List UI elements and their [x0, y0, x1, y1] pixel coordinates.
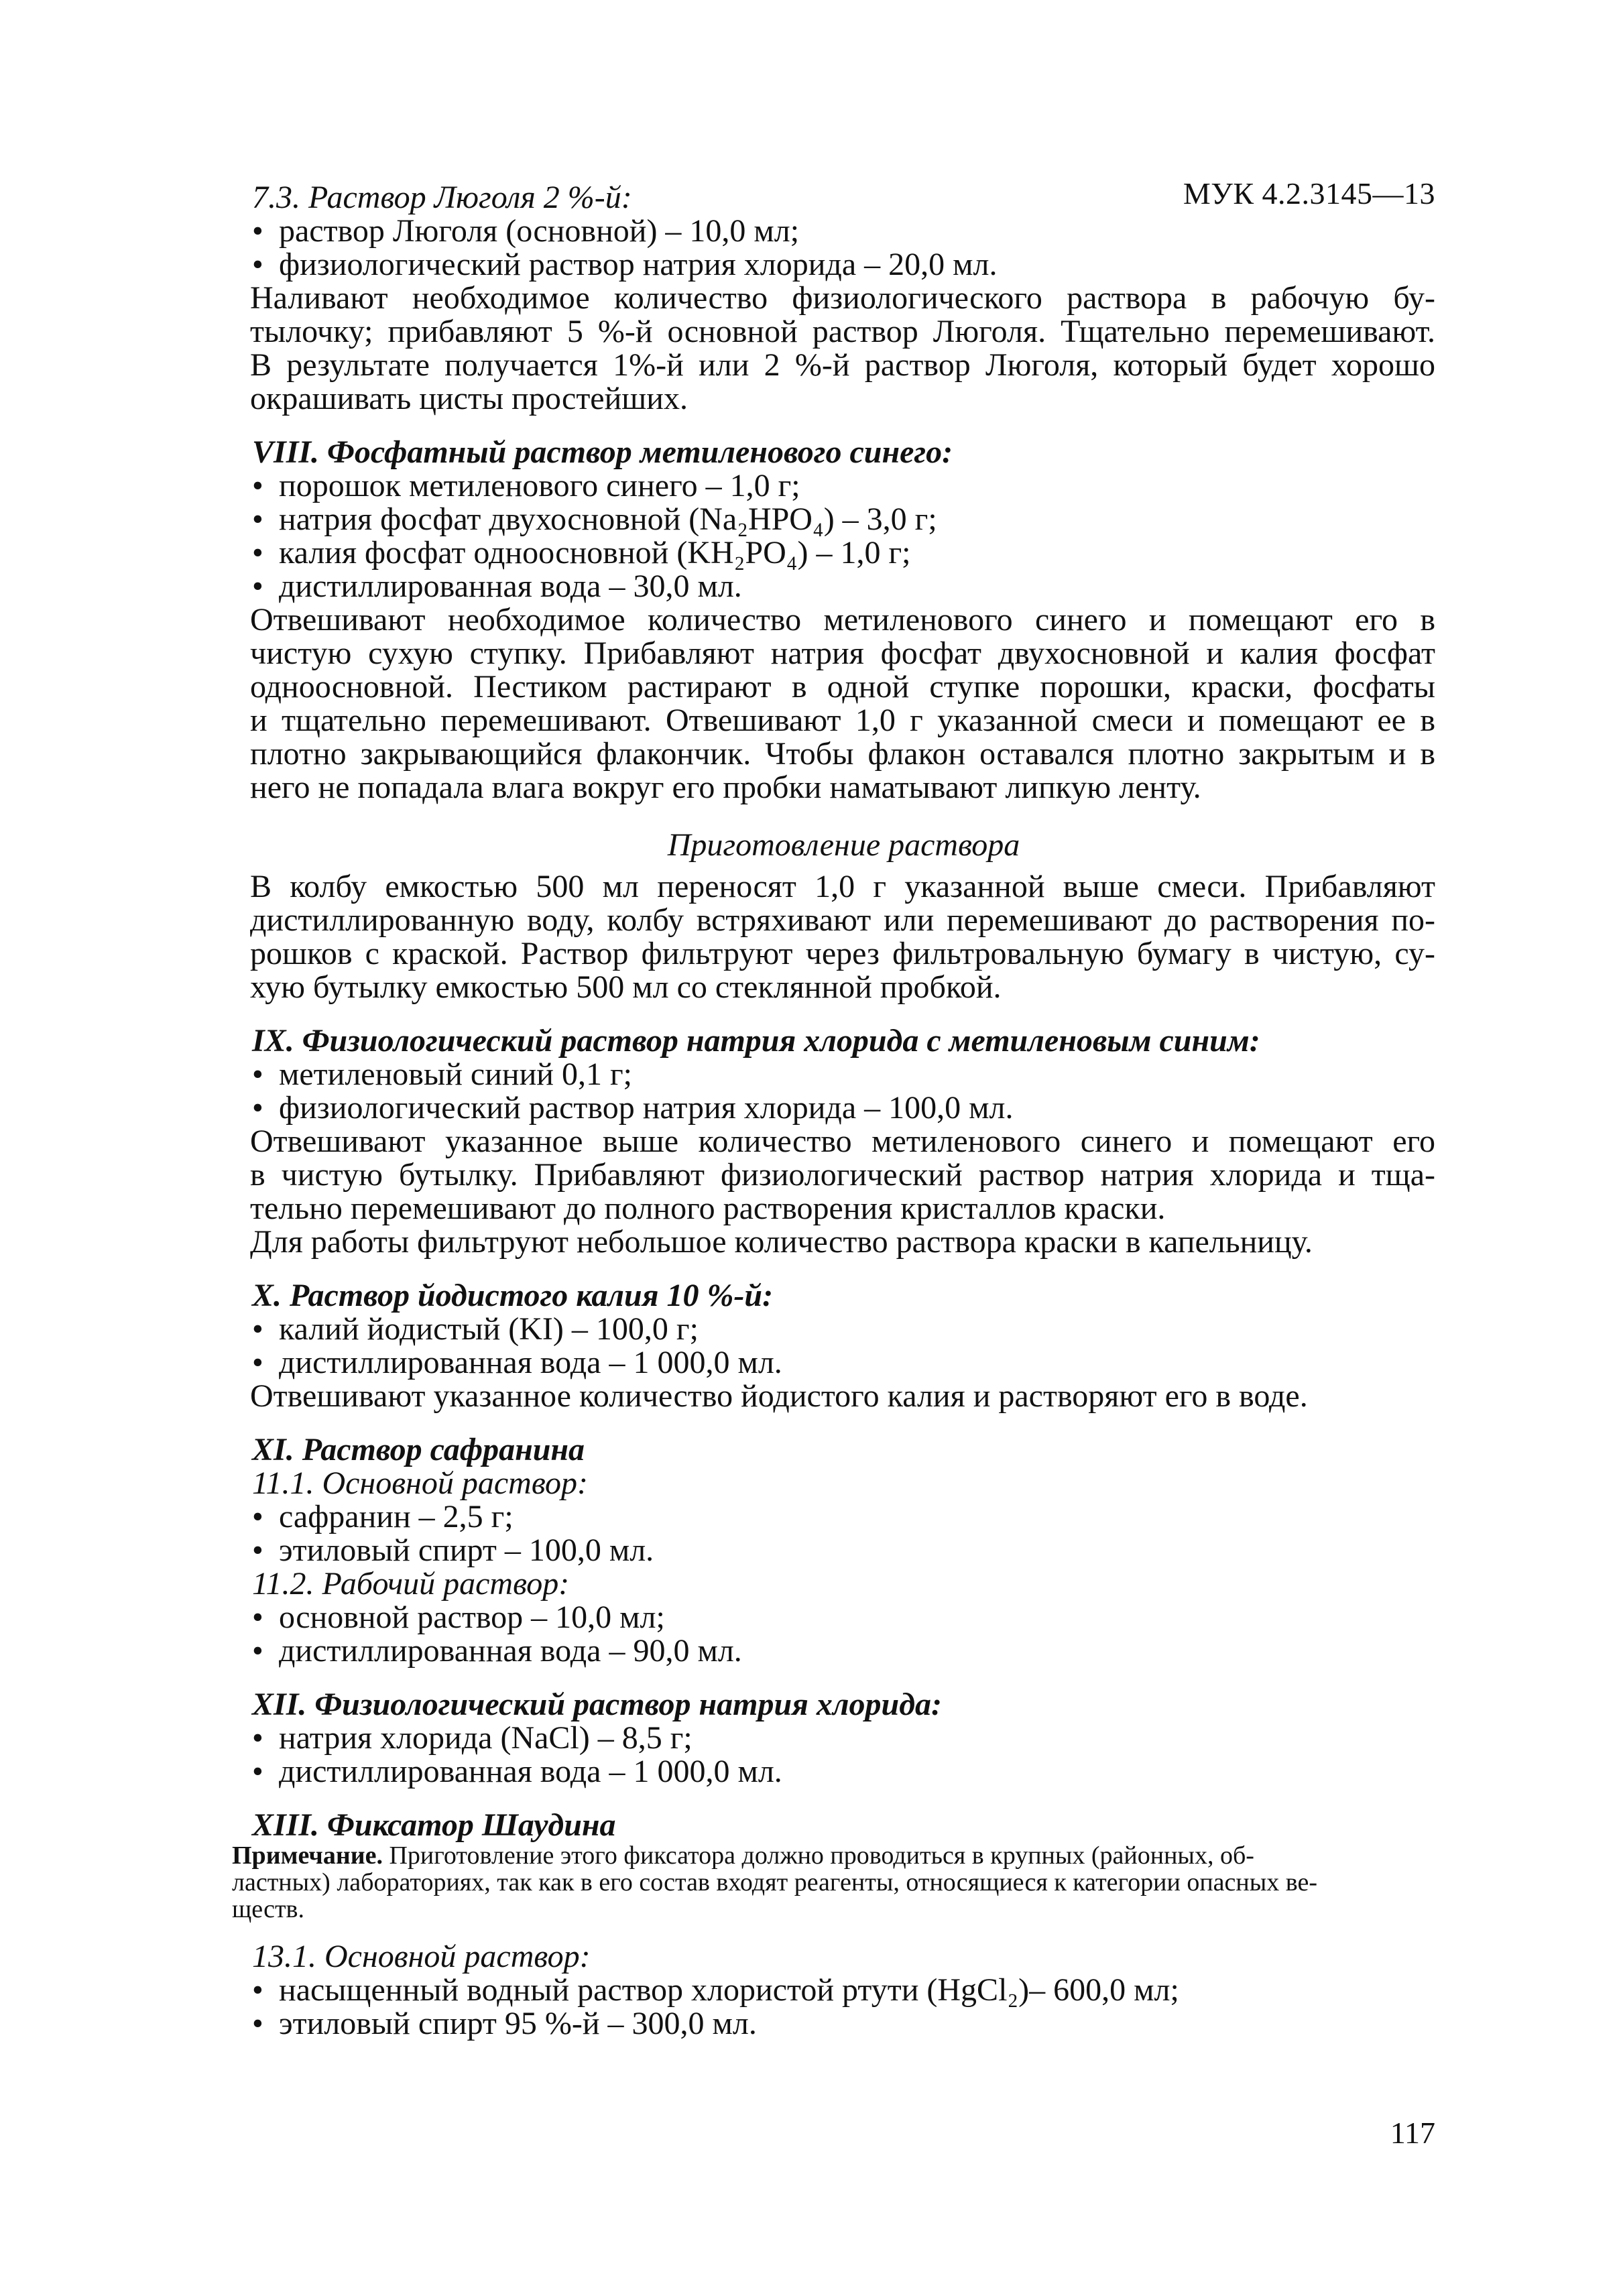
- bullet-icon: •: [252, 501, 263, 537]
- list-item: • раствор Люголя (основной) – 10,0 мл;: [252, 213, 800, 249]
- bullet-icon: •: [252, 1345, 263, 1380]
- list-item: • натрия фосфат двухосновной (Na₂HPO₄) – 3,0 г;: [252, 501, 937, 537]
- section-13-title: XIII. Фиксатор Шаудина: [252, 1807, 616, 1843]
- section-10-title: X. Раствор йодистого калия 10 %-й:: [252, 1278, 774, 1313]
- list-item: • сафранин – 2,5 г;: [252, 1499, 514, 1534]
- bullet-icon: •: [252, 1499, 263, 1534]
- list-item: • физиологический раствор натрия хлорида – 100,0 мл.: [252, 1090, 1014, 1126]
- note-block: [232, 1841, 1435, 1923]
- note-label: Примечание.: [232, 1841, 383, 1870]
- bullet-icon: •: [252, 1754, 263, 1789]
- bullet-icon: •: [252, 1056, 263, 1092]
- list-item: • дистиллированная вода – 1 000,0 мл.: [252, 1345, 782, 1380]
- section-7-3-paragraph: Наливают необходимое количество физиологического раствора в рабочую бу- тылочку; прибавляют 5 %-й основной раствор Люголя. Тщательно перемешивают. В результате получается 1%-й или 2 %-й раствор Люголя, который будет хорошо окрашивать цисты простейших.: [250, 280, 1435, 416]
- section-10-paragraph: Отвешивают указанное количество йодистого калия и растворяют его в воде.: [250, 1378, 1308, 1414]
- preparation-paragraph: В колбу емкостью 500 мл переносят 1,0 г указанной выше смеси. Прибавляют дистиллированную воду, колбу встряхивают или перемешивают до растворения по- рошков с краской. Раствор фильтруют через фильтровальную бумагу в чистую, су- хую бутылку емкостью 500 мл со стеклянной пробкой.: [250, 869, 1435, 1005]
- running-header: МУК 4.2.3145—13: [1183, 176, 1435, 210]
- bullet-icon: •: [252, 1090, 263, 1126]
- note-text: ластных) лабораториях, так как в его состав входят реагенты, относящиеся к категории опасных ве-: [232, 1868, 1318, 1896]
- note-text: ществ.: [232, 1895, 304, 1923]
- bullet-icon: •: [252, 213, 263, 249]
- section-7-3-title: 7.3. Раствор Люголя 2 %-й:: [252, 180, 632, 215]
- bullet-icon: •: [252, 1532, 263, 1568]
- bullet-icon: •: [252, 1720, 263, 1756]
- page-number: 117: [1390, 2116, 1435, 2150]
- list-item: • этиловый спирт 95 %-й – 300,0 мл.: [252, 2006, 757, 2041]
- list-item: • калия фосфат одноосновной (KH₂PO₄) – 1,0 г;: [252, 535, 911, 570]
- bullet-icon: •: [252, 535, 263, 570]
- list-item: • метиленовый синий 0,1 г;: [252, 1056, 632, 1092]
- list-item: • физиологический раствор натрия хлорида – 20,0 мл.: [252, 247, 998, 282]
- bullet-icon: •: [252, 2006, 263, 2041]
- bullet-icon: •: [252, 1599, 263, 1635]
- list-item: • насыщенный водный раствор хлористой ртути (HgCl₂)– 600,0 мл;: [252, 1972, 1179, 2008]
- list-item: • дистиллированная вода – 30,0 мл.: [252, 568, 742, 604]
- section-8-paragraph: Отвешивают необходимое количество метиленового синего и помещают его в чистую сухую ступку. Прибавляют натрия фосфат двухосновной и калия фосфат одноосновной. Пестиком растирают в одной ступке порошки, краски, фосфаты и тщательно перемешивают. Отвешивают 1,0 г указанной смеси и помещают ее в плотно закрывающийся флакончик. Чтобы флакон оставался плотно закрытым и в него не попадала влага вокруг его пробки наматывают липкую ленту.: [250, 602, 1435, 805]
- bullet-icon: •: [252, 1972, 263, 2008]
- section-11-title: XI. Раствор сафранина: [252, 1432, 585, 1467]
- bullet-icon: •: [252, 468, 263, 503]
- list-item: • калий йодистый (KI) – 100,0 г;: [252, 1311, 699, 1347]
- list-item: • этиловый спирт – 100,0 мл.: [252, 1532, 654, 1568]
- section-9-paragraph: Отвешивают указанное выше количество метиленового синего и помещают его в чистую бутылку. Прибавляют физиологический раствор натрия хлорида и тща- тельно перемешивают до полного растворения кристаллов краски. Для работы фильтруют небольшое количество раствора краски в капельницу.: [250, 1124, 1435, 1260]
- section-13-1-title: 13.1. Основной раствор:: [252, 1939, 591, 1974]
- section-11-1-title: 11.1. Основной раствор:: [252, 1465, 589, 1501]
- preparation-subtitle: Приготовление раствора: [667, 827, 1020, 863]
- list-item: • основной раствор – 10,0 мл;: [252, 1599, 665, 1635]
- bullet-icon: •: [252, 1633, 263, 1669]
- list-item: • натрия хлорида (NaCl) – 8,5 г;: [252, 1720, 693, 1756]
- list-item: • дистиллированная вода – 90,0 мл.: [252, 1633, 742, 1669]
- bullet-icon: •: [252, 1311, 263, 1347]
- list-item: • порошок метиленового синего – 1,0 г;: [252, 468, 800, 503]
- section-9-title: IX. Физиологический раствор натрия хлорида с метиленовым синим:: [252, 1023, 1260, 1059]
- bullet-icon: •: [252, 247, 263, 282]
- section-12-title: XII. Физиологический раствор натрия хлорида:: [252, 1687, 943, 1722]
- list-item: • дистиллированная вода – 1 000,0 мл.: [252, 1754, 782, 1789]
- section-11-2-title: 11.2. Рабочий раствор:: [252, 1566, 570, 1602]
- section-8-title: VIII. Фосфатный раствор метиленового синего:: [252, 434, 953, 470]
- page-body: [232, 180, 1435, 2041]
- note-text: Приготовление этого фиксатора должно проводиться в крупных (районных, об-: [382, 1841, 1254, 1870]
- bullet-icon: •: [252, 568, 263, 604]
